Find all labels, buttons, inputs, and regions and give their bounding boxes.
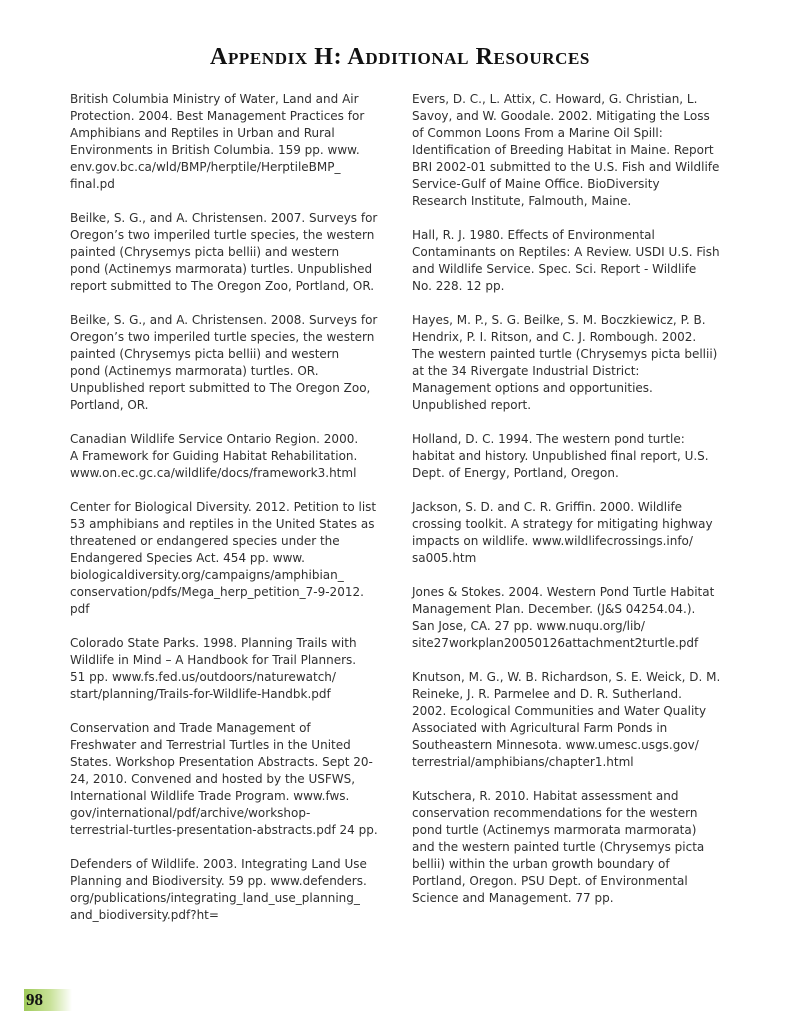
reference-line: San Jose, CA. 27 pp. www.nuqu.org/lib/	[412, 619, 645, 633]
reference-line: biologicaldiversity.org/campaigns/amphibian_	[70, 568, 344, 582]
page-number-badge	[24, 989, 72, 1011]
reference-line: Unpublished report submitted to The Oregon Zoo,	[70, 381, 371, 395]
reference-line: Associated with Agricultural Farm Ponds in	[412, 721, 668, 735]
reference-line: pond turtle (Actinemys marmorata marmorata)	[412, 823, 697, 837]
reference-line: States. Workshop Presentation Abstracts. Sept 20-	[70, 755, 373, 769]
reference-line: Beilke, S. G., and A. Christensen. 2008. Surveys for	[70, 313, 378, 327]
page-title: Appendix H: Additional Resources	[210, 44, 590, 70]
reference-line: Defenders of Wildlife. 2003. Integrating Land Use	[70, 857, 367, 871]
reference-line: Reineke, J. R. Parmelee and D. R. Sutherland.	[412, 687, 682, 701]
reference-line: Unpublished report.	[412, 398, 532, 412]
reference-line: and Wildlife Service. Spec. Sci. Report - Wildlife	[412, 262, 697, 276]
reference-line: British Columbia Ministry of Water, Land and Air	[70, 92, 359, 106]
reference-line: crossing toolkit. A strategy for mitigating highway	[412, 517, 713, 531]
reference-line: Oregon’s two imperiled turtle species, the western	[70, 228, 375, 242]
references-left-column	[70, 91, 390, 941]
reference-line: Freshwater and Terrestrial Turtles in the United	[70, 738, 351, 752]
reference-line: Southeastern Minnesota. www.umesc.usgs.gov/	[412, 738, 699, 752]
reference-line: Dept. of Energy, Portland, Oregon.	[412, 466, 619, 480]
reference-line: Hendrix, P. I. Ritson, and C. J. Rombough. 2002.	[412, 330, 697, 344]
reference-line: Portland, Oregon. PSU Dept. of Environmental	[412, 874, 688, 888]
reference-entry	[412, 91, 732, 210]
reference-line: Evers, D. C., L. Attix, C. Howard, G. Christian, L.	[412, 92, 698, 106]
reference-line: Contaminants on Reptiles: A Review. USDI U.S. Fish	[412, 245, 720, 259]
reference-line: Jones & Stokes. 2004. Western Pond Turtle Habitat	[412, 585, 715, 599]
reference-entry	[70, 720, 390, 839]
reference-line: impacts on wildlife. www.wildlifecrossings.info/	[412, 534, 693, 548]
reference-entry	[412, 312, 732, 414]
reference-entry	[412, 499, 732, 567]
reference-entry	[70, 499, 390, 618]
reference-line: Environments in British Columbia. 159 pp. www.	[70, 143, 360, 157]
reference-line: Canadian Wildlife Service Ontario Region. 2000.	[70, 432, 359, 446]
reference-line: Kutschera, R. 2010. Habitat assessment and	[412, 789, 679, 803]
reference-line: and the western painted turtle (Chrysemys picta	[412, 840, 705, 854]
reference-line: org/publications/integrating_land_use_planning_	[70, 891, 360, 905]
reference-line: report submitted to The Oregon Zoo, Portland, OR.	[70, 279, 375, 293]
reference-line: International Wildlife Trade Program. www.fws.	[70, 789, 350, 803]
reference-line: BRI 2002-01 submitted to the U.S. Fish and Wildlife	[412, 160, 720, 174]
references-right-column	[412, 91, 732, 924]
reference-line: No. 228. 12 pp.	[412, 279, 505, 293]
reference-line: Research Institute, Falmouth, Maine.	[412, 194, 632, 208]
reference-line: habitat and history. Unpublished final report, U.S.	[412, 449, 709, 463]
reference-line: Oregon’s two imperiled turtle species, the western	[70, 330, 375, 344]
reference-line: Jackson, S. D. and C. R. Griffin. 2000. Wildlife	[412, 500, 683, 514]
reference-line: Savoy, and W. Goodale. 2002. Mitigating the Loss	[412, 109, 710, 123]
reference-entry	[70, 431, 390, 482]
reference-entry	[412, 788, 732, 907]
reference-line: Management Plan. December. (J&S 04254.04.).	[412, 602, 696, 616]
reference-line: Identification of Breeding Habitat in Maine. Report	[412, 143, 714, 157]
reference-entry	[70, 312, 390, 414]
reference-line: Protection. 2004. Best Management Practices for	[70, 109, 365, 123]
reference-line: bellii) within the urban growth boundary of	[412, 857, 670, 871]
reference-entry	[412, 431, 732, 482]
reference-entry	[412, 227, 732, 295]
reference-line: sa005.htm	[412, 551, 477, 565]
reference-line: Colorado State Parks. 1998. Planning Trails with	[70, 636, 357, 650]
reference-line: Portland, OR.	[70, 398, 149, 412]
reference-line: Science and Management. 77 pp.	[412, 891, 614, 905]
reference-line: env.gov.bc.ca/wld/BMP/herptile/HerptileBMP_	[70, 160, 341, 174]
reference-line: and_biodiversity.pdf?ht=	[70, 908, 219, 922]
reference-line: Hall, R. J. 1980. Effects of Environmental	[412, 228, 655, 242]
reference-line: Holland, D. C. 1994. The western pond turtle:	[412, 432, 685, 446]
reference-entry	[70, 635, 390, 703]
reference-line: Knutson, M. G., W. B. Richardson, S. E. Weick, D. M.	[412, 670, 721, 684]
reference-line: pond (Actinemys marmorata) turtles. OR.	[70, 364, 319, 378]
reference-line: conservation recommendations for the western	[412, 806, 698, 820]
reference-line: Amphibians and Reptiles in Urban and Rural	[70, 126, 335, 140]
reference-line: 51 pp. www.fs.fed.us/outdoors/naturewatch/	[70, 670, 336, 684]
reference-line: 24, 2010. Convened and hosted by the USFWS,	[70, 772, 356, 786]
reference-line: Endangered Species Act. 454 pp. www.	[70, 551, 305, 565]
reference-line: pond (Actinemys marmorata) turtles. Unpublished	[70, 262, 373, 276]
reference-line: threatened or endangered species under the	[70, 534, 340, 548]
reference-line: The western painted turtle (Chrysemys picta bellii)	[412, 347, 718, 361]
reference-line: www.on.ec.gc.ca/wildlife/docs/framework3.html	[70, 466, 357, 480]
reference-line: final.pd	[70, 177, 115, 191]
reference-line: Wildlife in Mind – A Handbook for Trail Planners.	[70, 653, 357, 667]
reference-line: Beilke, S. G., and A. Christensen. 2007. Surveys for	[70, 211, 378, 225]
reference-line: Conservation and Trade Management of	[70, 721, 311, 735]
reference-line: 53 amphibians and reptiles in the United States as	[70, 517, 375, 531]
reference-line: Management options and opportunities.	[412, 381, 653, 395]
reference-entry	[70, 91, 390, 193]
reference-line: Planning and Biodiversity. 59 pp. www.defenders.	[70, 874, 367, 888]
reference-line: gov/international/pdf/archive/workshop-	[70, 806, 311, 820]
reference-line: 2002. Ecological Communities and Water Quality	[412, 704, 707, 718]
reference-entry	[412, 669, 732, 771]
reference-entry	[412, 584, 732, 652]
reference-line: Center for Biological Diversity. 2012. Petition to list	[70, 500, 377, 514]
reference-entry	[70, 210, 390, 295]
reference-line: Service-Gulf of Maine Office. BioDiversity	[412, 177, 660, 191]
reference-line: pdf	[70, 602, 90, 616]
reference-line: painted (Chrysemys picta bellii) and western	[70, 347, 340, 361]
reference-line: site27workplan20050126attachment2turtle.pdf	[412, 636, 699, 650]
reference-line: A Framework for Guiding Habitat Rehabilitation.	[70, 449, 358, 463]
reference-line: terrestrial/amphibians/chapter1.html	[412, 755, 634, 769]
reference-line: Hayes, M. P., S. G. Beilke, S. M. Boczkiewicz, P. B.	[412, 313, 706, 327]
reference-line: at the 34 Rivergate Industrial District:	[412, 364, 640, 378]
page-number: 98	[26, 990, 43, 1009]
reference-line: painted (Chrysemys picta bellii) and western	[70, 245, 340, 259]
reference-line: start/planning/Trails-for-Wildlife-Handbk.pdf	[70, 687, 331, 701]
reference-line: of Common Loons From a Marine Oil Spill:	[412, 126, 663, 140]
reference-line: conservation/pdfs/Mega_herp_petition_7-9-2012.	[70, 585, 364, 599]
reference-line: terrestrial-turtles-presentation-abstracts.pdf 24 pp.	[70, 823, 378, 837]
reference-entry	[70, 856, 390, 924]
